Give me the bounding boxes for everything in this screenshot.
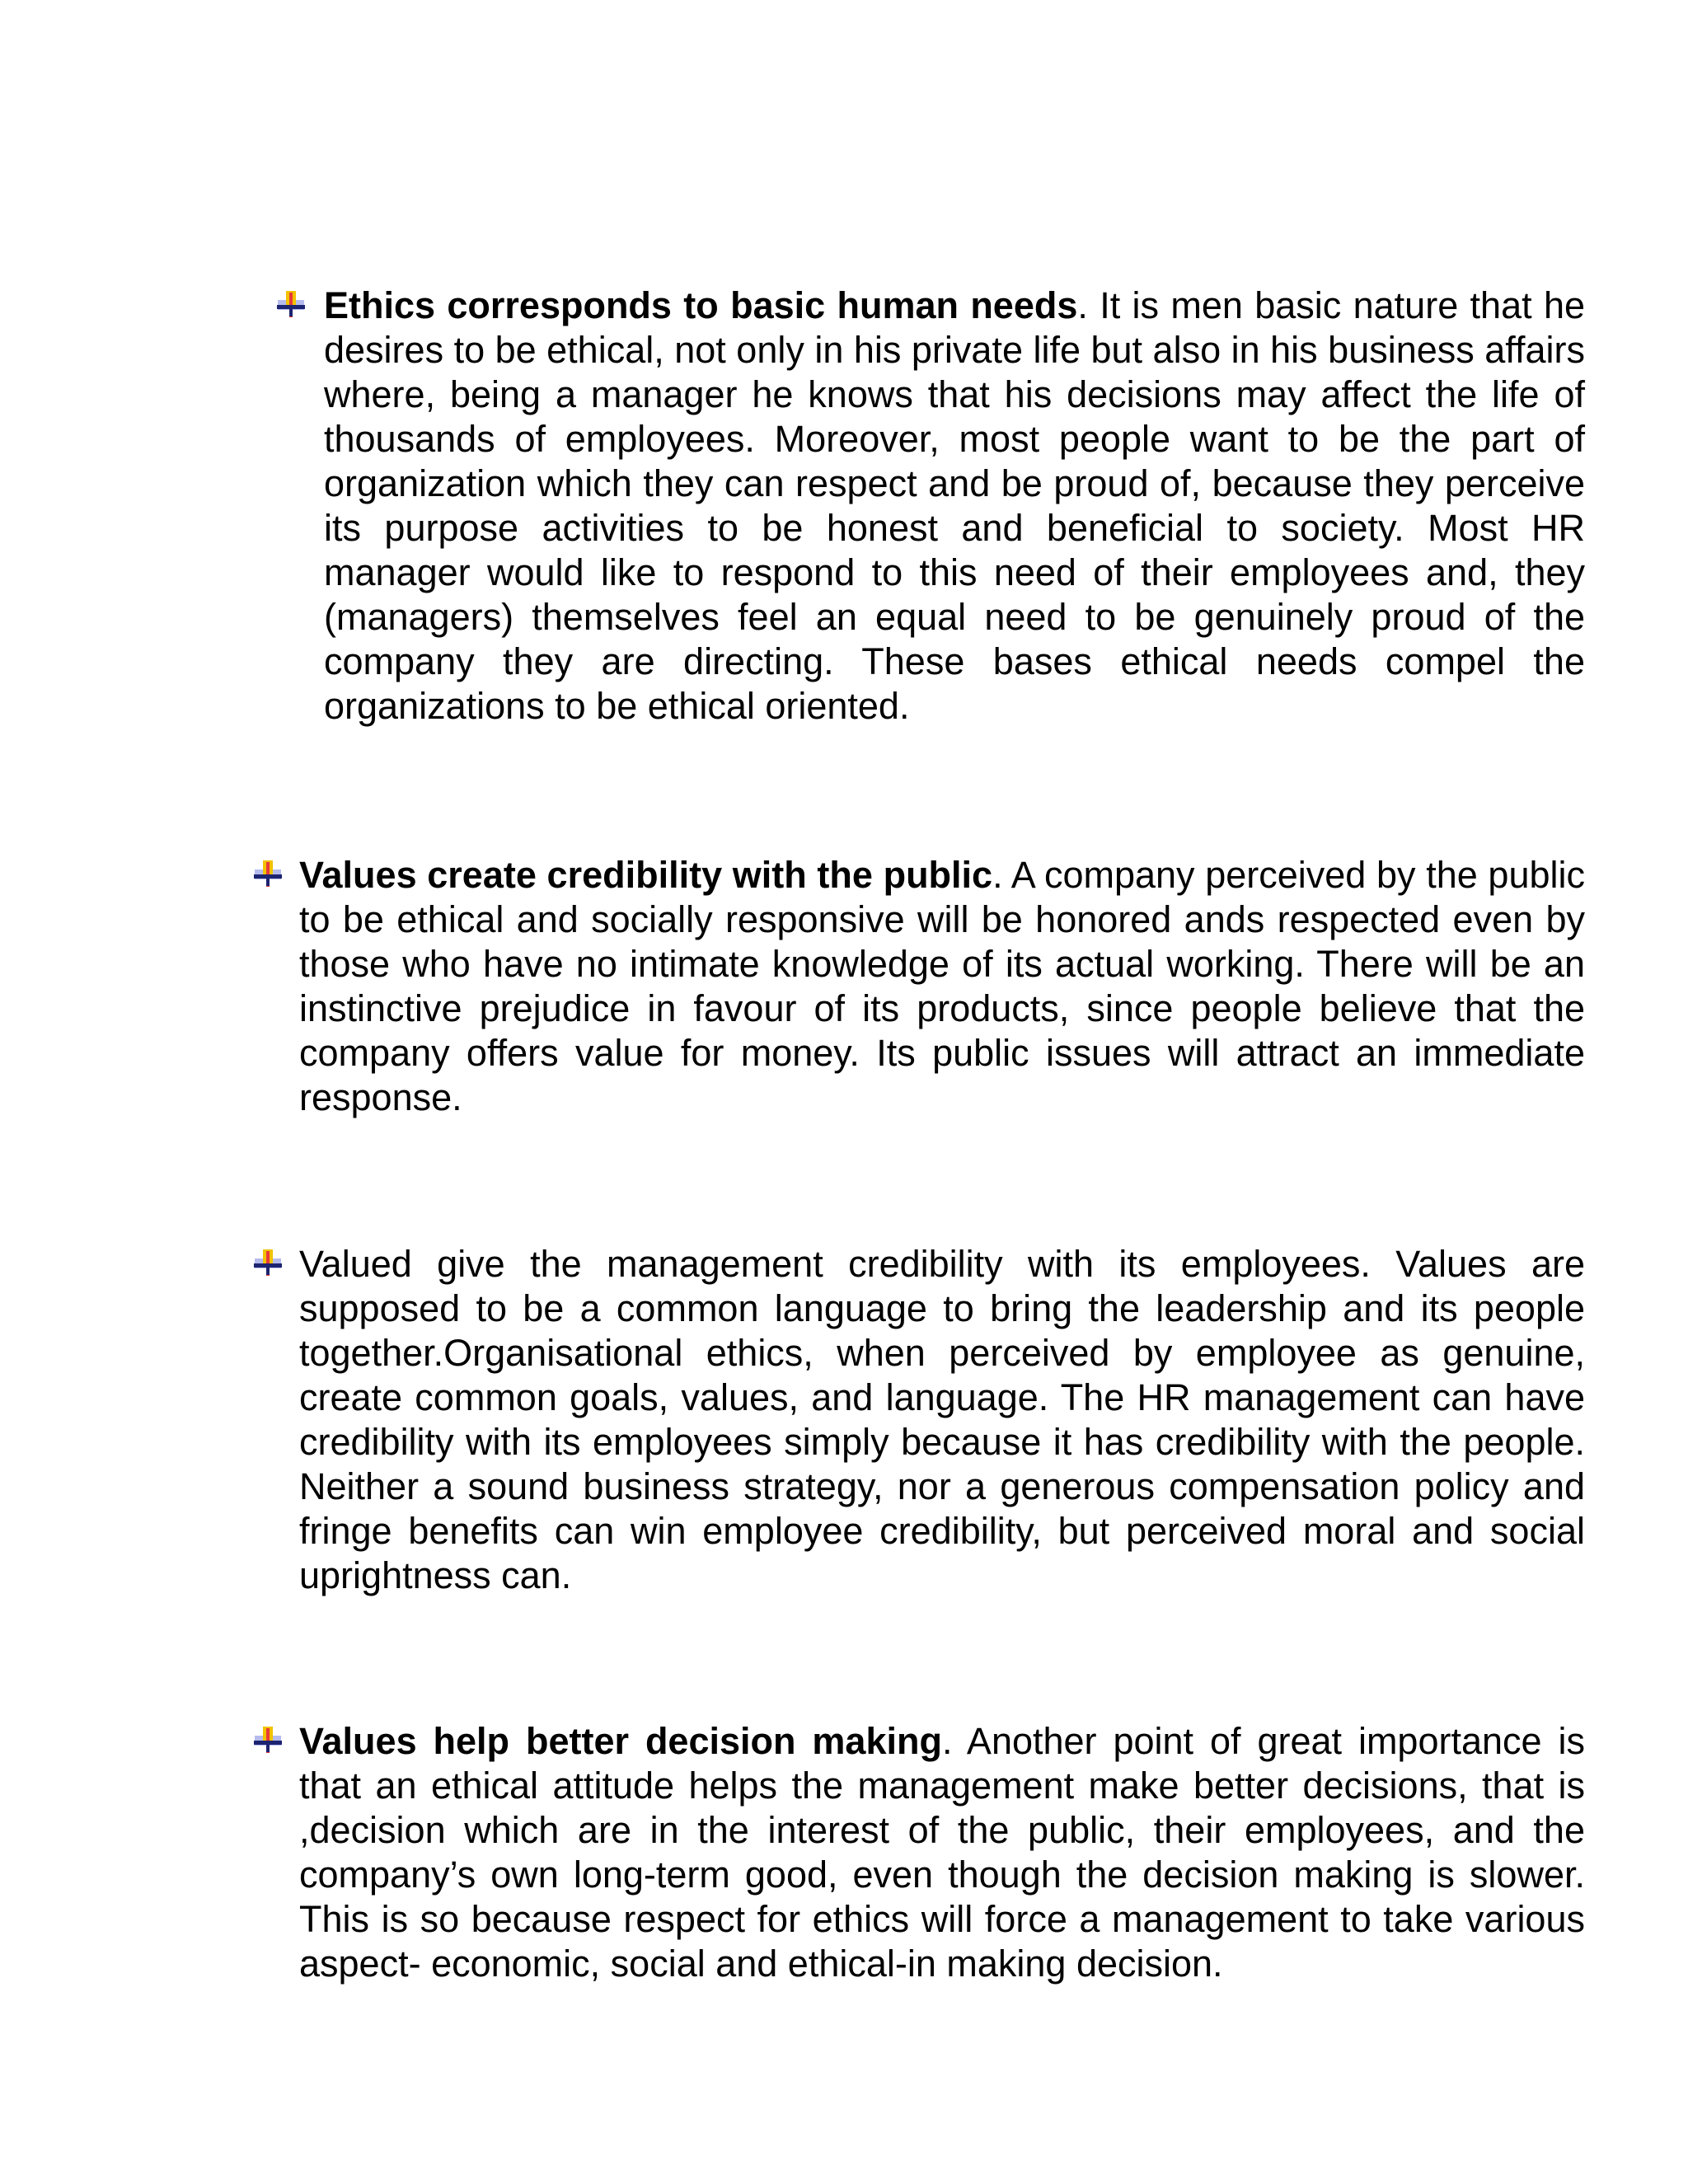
item-text: . A company perceived by the public to be ethical and socially responsive will be honored ands respected even by those who have no intimate knowledge of its actual working. There will be an instinctive prejudice in favour of its products, since people believe that the company offers value for money. Its public issues will attract an immediate response. [299,854,1585,1118]
item-text: . Another point of great importance is that an ethical attitude helps the management make better decisions, that is ,decision which are in the interest of the public, their employees, and the company’s own long-term good, even though the decision making is slower. This is so because respect for ethics will force a management to take various aspect- economic, social and ethical-in making decision. [299,1720,1585,1985]
plus-arrow-bullet-icon [251,858,284,891]
bullet-item [299,1242,1585,1598]
bullet-item [324,284,1585,729]
bullet-item [299,853,1585,1120]
item-text: Valued give the management credibility with its employees. Values are supposed to be a common language to bring the leadership and its people together.Organisational ethics, when perceived by employee as genuine, create common goals, values, and language. The HR management can have credibility with its employees simply because it has credibility with the people. Neither a sound business strategy, nor a generous compensation policy and fringe benefits can win employee credibility, but perceived moral and social uprightness can. [299,1243,1585,1596]
item-text: . It is men basic nature that he desires to be ethical, not only in his private life but also in his business affairs where, being a manager he knows that his decisions may affect the life of thousands of employees. Moreover, most people want to be the part of organization which they can respect and be proud of, because they perceive its purpose activities to be honest and beneficial to society. Most HR manager would like to respond to this need of their employees and, they (managers) themselves feel an equal need to be genuinely proud of the company they are directing. These bases ethical needs compel the organizations to be ethical oriented. [324,284,1585,727]
plus-arrow-bullet-icon [251,1724,284,1757]
item-heading: Values create credibility with the public [299,854,993,896]
plus-arrow-bullet-icon [251,1247,284,1280]
item-heading: Values help better decision making [299,1720,942,1762]
plus-arrow-bullet-icon [274,288,307,321]
bullet-item [299,1719,1585,1986]
item-heading: Ethics corresponds to basic human needs [324,284,1078,326]
